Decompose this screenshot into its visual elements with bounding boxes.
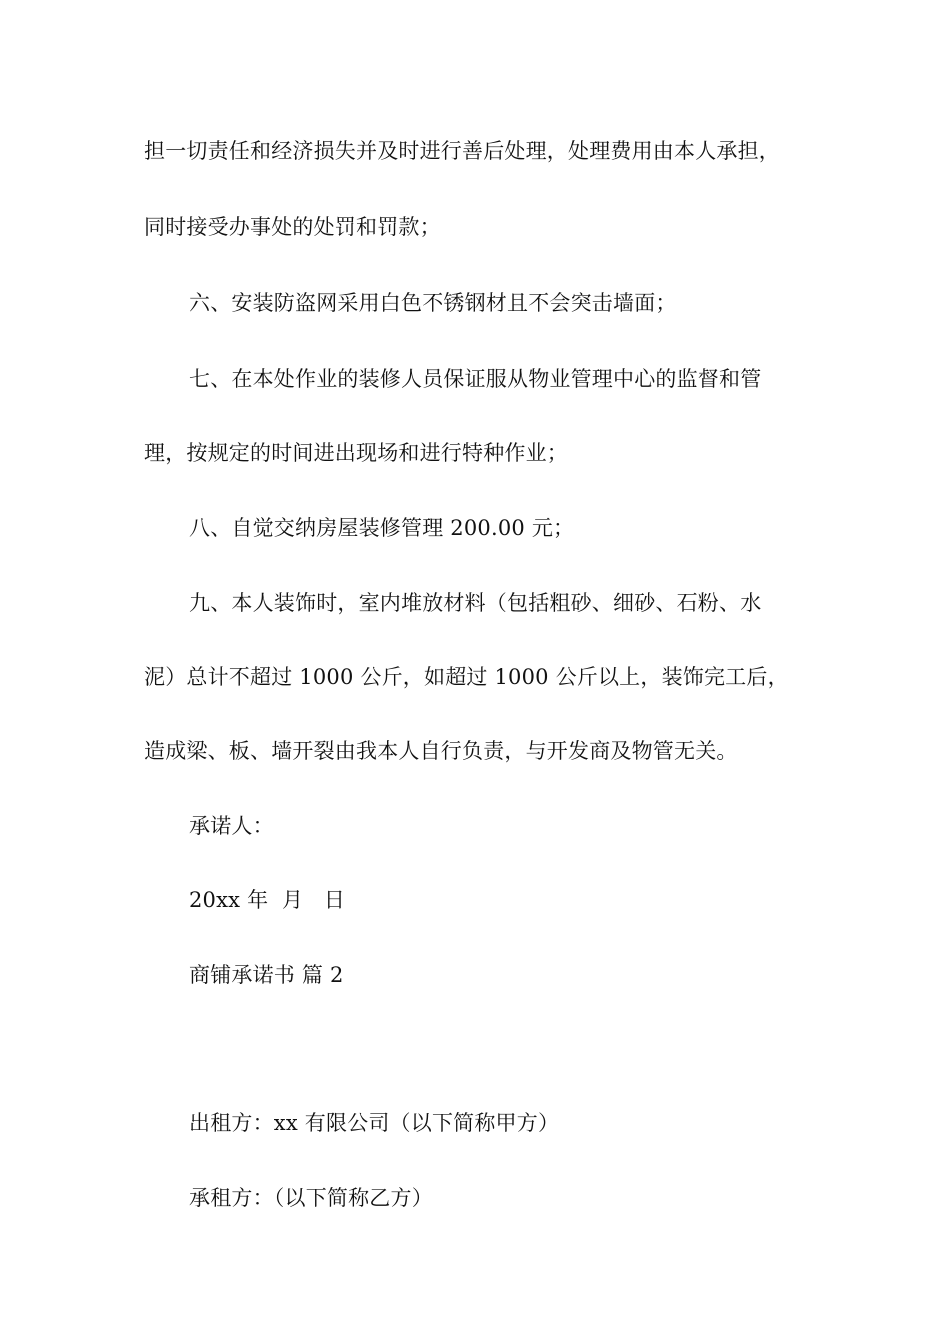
paragraph-line: 同时接受办事处的处罚和罚款；: [144, 215, 441, 239]
clause-nine: 九、本人装饰时，室内堆放材料（包括粗砂、细砂、石粉、水: [189, 591, 762, 615]
paragraph-line: 泥）总计不超过 1000 公斤，如超过 1000 公斤以上，装饰完工后，: [144, 665, 789, 689]
clause-seven: 七、在本处作业的装修人员保证服从物业管理中心的监督和管: [189, 367, 762, 391]
paragraph-line: 造成梁、板、墙开裂由我本人自行负责，与开发商及物管无关。: [144, 739, 738, 763]
lessor-line: 出租方：xx 有限公司（以下简称甲方）: [189, 1111, 560, 1135]
clause-eight: 八、自觉交纳房屋装修管理 200.00 元；: [189, 516, 575, 540]
date-line: 20xx 年 月 日: [189, 888, 346, 912]
section-heading: 商铺承诺书 篇 2: [189, 963, 344, 987]
paragraph-line: 担一切责任和经济损失并及时进行善后处理，处理费用由本人承担，: [144, 139, 780, 163]
lessee-line: 承租方：（以下简称乙方）: [189, 1186, 433, 1210]
paragraph-line: 理，按规定的时间进出现场和进行特种作业；: [144, 441, 568, 465]
promisor-label: 承诺人：: [189, 814, 274, 838]
clause-six: 六、安装防盗网采用白色不锈钢材且不会突击墙面；: [189, 291, 677, 315]
